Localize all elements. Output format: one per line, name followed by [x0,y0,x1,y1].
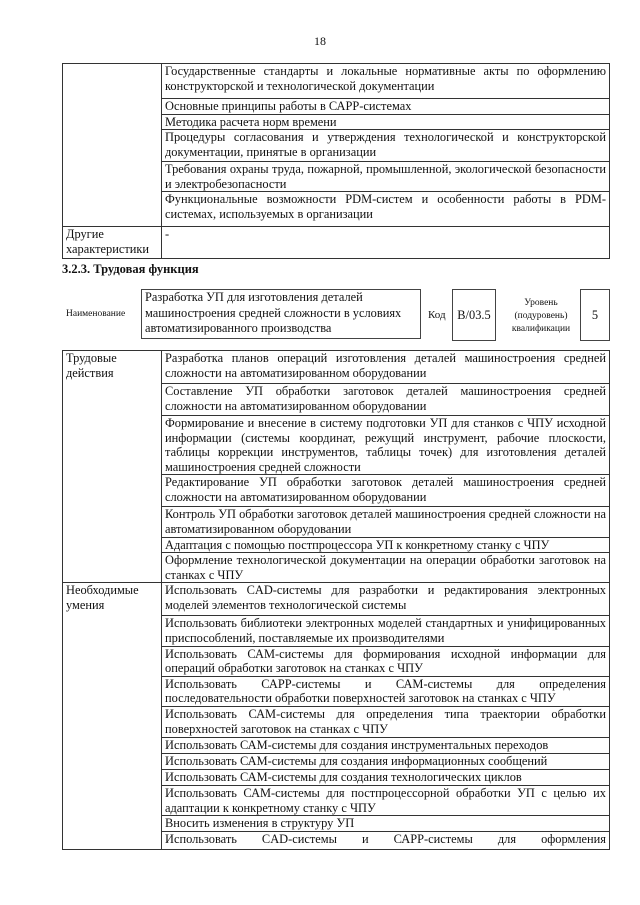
table-cell: Использовать CAD-системы для разработки и редактирования электронных моделей элементов технологической системы [162,583,610,616]
table-cell: - [162,227,610,259]
code-label: Код [428,309,446,321]
table-cell: Адаптация с помощью постпроцессора УП к конкретному станку с ЧПУ [162,537,610,553]
table-cell: Методика расчета норм времени [162,114,610,130]
row-label: Трудовые действия [63,351,162,583]
table-cell: Использовать САМ-системы для создания инструментальных переходов [162,737,610,753]
name-label: Наименование [66,309,126,319]
table-cell: Оформление технологической документации на операции обработки заготовок на станках с ЧПУ [162,553,610,583]
level-label: Уровень (подуровень) квалификации [511,298,571,334]
table-cell: Формирование и внесение в систему подготовки УП для станков с ЧПУ исходной информации (системы координат, режущий инструмент, рабочие плоскости, таблицы коррекции инструментов, таблицы точек) для изготовления деталей машиностроения средней сложности [162,416,610,475]
row-label: Необходимые умения [63,583,162,849]
function-name: Разработка УП для изготовления деталей машиностроения средней сложности в условиях автоматизированного производства [141,289,421,339]
section-heading: 3.2.3. Трудовая функция [62,262,199,276]
table-cell: Использовать САМ-системы для создания информационных сообщений [162,753,610,769]
table-cell: Функциональные возможности PDM-систем и особенности работы в PDM-системах, используемых в организации [162,192,610,227]
table-cell: Основные принципы работы в САРР-системах [162,99,610,115]
table-cell: Разработка планов операций изготовления деталей машиностроения средней сложности на автоматизированном оборудовании [162,351,610,384]
table-cell: Использовать CAD-системы и САРР-системы для оформления [162,831,610,849]
table-cell: Использовать САМ-системы для постпроцессорной обработки УП с целью их адаптации к конкретному станку с ЧПУ [162,785,610,815]
table-cell: Использовать библиотеки электронных моделей стандартных и унифицированных приспособлений, поставляемые их производителями [162,616,610,646]
qualification-level: 5 [580,289,610,341]
table-cell: Государственные стандарты и локальные нормативные акты по оформлению конструкторской и технологической документации [162,64,610,99]
function-code: B/03.5 [452,289,496,341]
table-cell: Контроль УП обработки заготовок деталей машиностроения средней сложности на автоматизированном оборудовании [162,507,610,537]
table-cell: Использовать САМ-системы для определения типа траектории обработки поверхностей заготовок на станках с ЧПУ [162,706,610,737]
table-cell: Составление УП обработки заготовок деталей машиностроения средней сложности на автоматизированном оборудовании [162,384,610,416]
function-header [0,287,640,347]
function-table [62,350,610,850]
table-cell: Использовать САРР-системы и САМ-системы для определения последовательности обработки поверхностей заготовок на станках с ЧПУ [162,676,610,706]
knowledge-table [62,63,610,259]
table-cell: Редактирование УП обработки заготовок деталей машиностроения средней сложности на автоматизированном оборудовании [162,475,610,507]
table-cell: Использовать САМ-системы для создания технологических циклов [162,769,610,785]
table-cell: Процедуры согласования и утверждения технологической и конструкторской документации, принятые в организации [162,130,610,162]
table-cell: Использовать САМ-системы для формирования исходной информации для операций обработки заготовок на станках с ЧПУ [162,646,610,676]
row-label: Другие характеристики [63,227,162,259]
table-cell: Вносить изменения в структуру УП [162,816,610,832]
table-cell: Требования охраны труда, пожарной, промышленной, экологической безопасности и электробезопасности [162,162,610,192]
page-number: 18 [314,34,326,48]
